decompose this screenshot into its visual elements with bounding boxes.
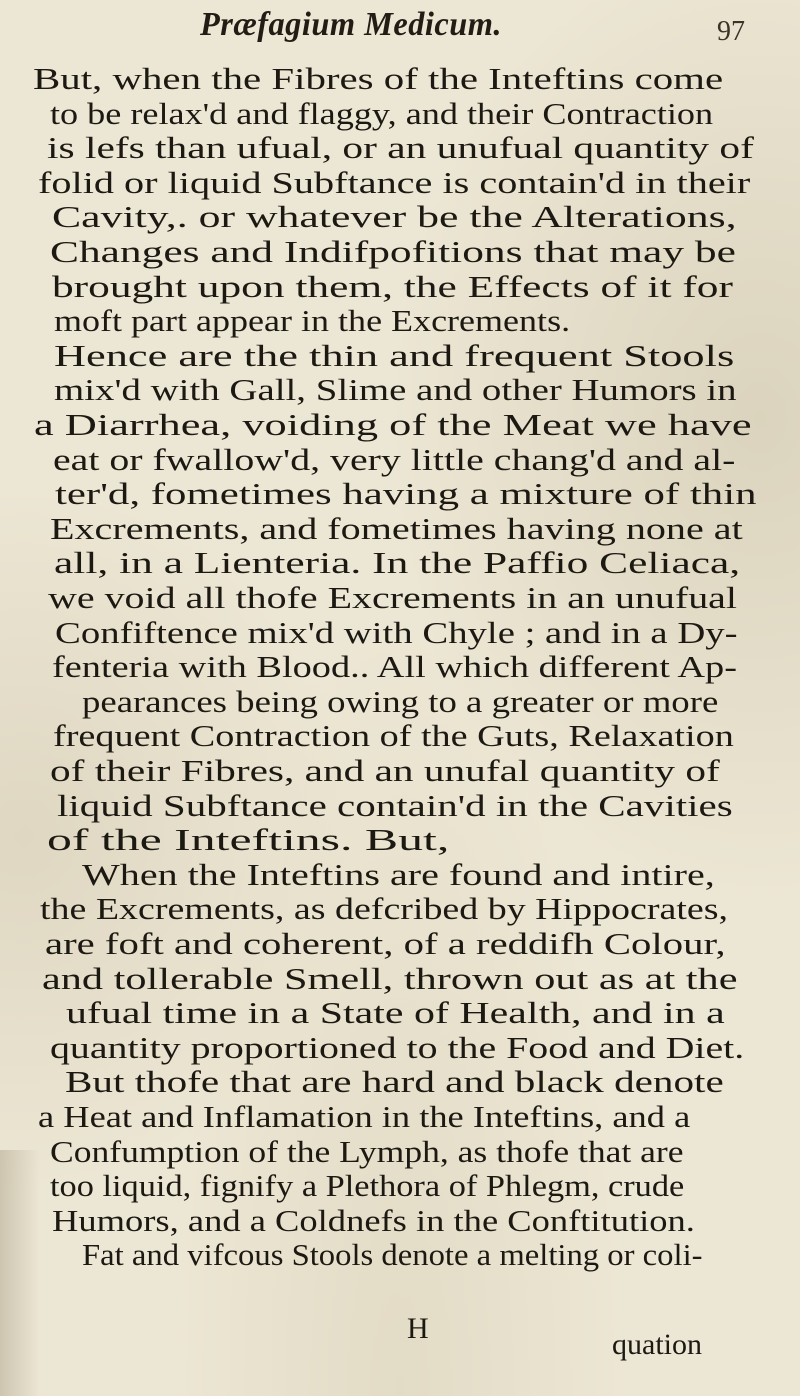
text-line: fenteria with Blood.. All which different Ap- [52, 650, 737, 685]
text-line: of their Fibres, and an unufal quantity of [50, 754, 720, 788]
page-number: 97 [717, 16, 745, 47]
text-line: When the Inteftins are found and intire, [82, 857, 715, 892]
text-line: Hence are the thin and frequent Stools [54, 338, 735, 373]
text-line: a Diarrhea, voiding of the Meat we have [34, 408, 752, 442]
text-line: Confumption of the Lymph, as thofe that are [50, 1134, 684, 1169]
text-line: ufual time in a State of Health, and in a [66, 996, 725, 1031]
text-line: we void all thofe Excrements in an unufual [48, 581, 738, 615]
text-line: and tollerable Smell, thrown out as at the [42, 961, 738, 996]
text-line: liquid Subftance contain'd in the Cavities [57, 788, 733, 823]
text-line: eat or fwallow'd, very little chang'd and al- [53, 442, 736, 477]
text-line: ter'd, fometimes having a mixture of thin [55, 477, 757, 512]
text-line: Humors, and a Coldnefs in the Conftitution. [52, 1203, 695, 1238]
text-line: But, when the Fibres of the Inteftins come [33, 62, 724, 96]
text-line: pearances being owing to a greater or more [82, 684, 719, 719]
text-line: are foft and coherent, of a reddifh Colour, [45, 927, 726, 961]
signature-mark: H [407, 1312, 429, 1345]
text-line: all, in a Lienteria. In the Paffio Celiaca, [54, 546, 741, 581]
text-line: to be relax'd and flaggy, and their Contraction [50, 96, 714, 131]
text-line: frequent Contraction of the Guts, Relaxation [53, 719, 734, 754]
text-line: moft part appear in the Excrements. [54, 304, 571, 339]
text-line: quantity proportioned to the Food and Diet. [50, 1030, 745, 1065]
text-line: of the Inteftins. But, [47, 823, 450, 858]
text-line: mix'd with Gall, Slime and other Humors in [54, 373, 737, 408]
text-line: Changes and Indifpofitions that may be [50, 235, 736, 269]
text-line: a Heat and Inflamation in the Inteftins, and a [38, 1100, 691, 1134]
page-edge-shadow [0, 1150, 40, 1396]
running-head [0, 6, 800, 50]
text-line: Excrements, and fometimes having none at [50, 511, 743, 546]
text-line: too liquid, fignify a Plethora of Phlegm, crude [50, 1169, 685, 1204]
text-line: Cavity,. or whatever be the Alterations, [52, 200, 737, 235]
running-title: Præfagium Medicum. [200, 6, 503, 43]
text-line: But thofe that are hard and black denote [65, 1065, 724, 1100]
text-line: Fat and vifcous Stools denote a melting or coli- [82, 1238, 703, 1273]
catchword: quation [612, 1328, 702, 1361]
text-line: Confiftence mix'd with Chyle ; and in a Dy- [55, 615, 738, 650]
text-line: brought upon them, the Effects of it for [52, 269, 733, 304]
text-line: is lefs than ufual, or an unufual quantity of [47, 131, 754, 166]
text-line: folid or liquid Subftance is contain'd in their [38, 165, 751, 200]
text-line: the Excrements, as defcribed by Hippocrates, [40, 892, 728, 927]
